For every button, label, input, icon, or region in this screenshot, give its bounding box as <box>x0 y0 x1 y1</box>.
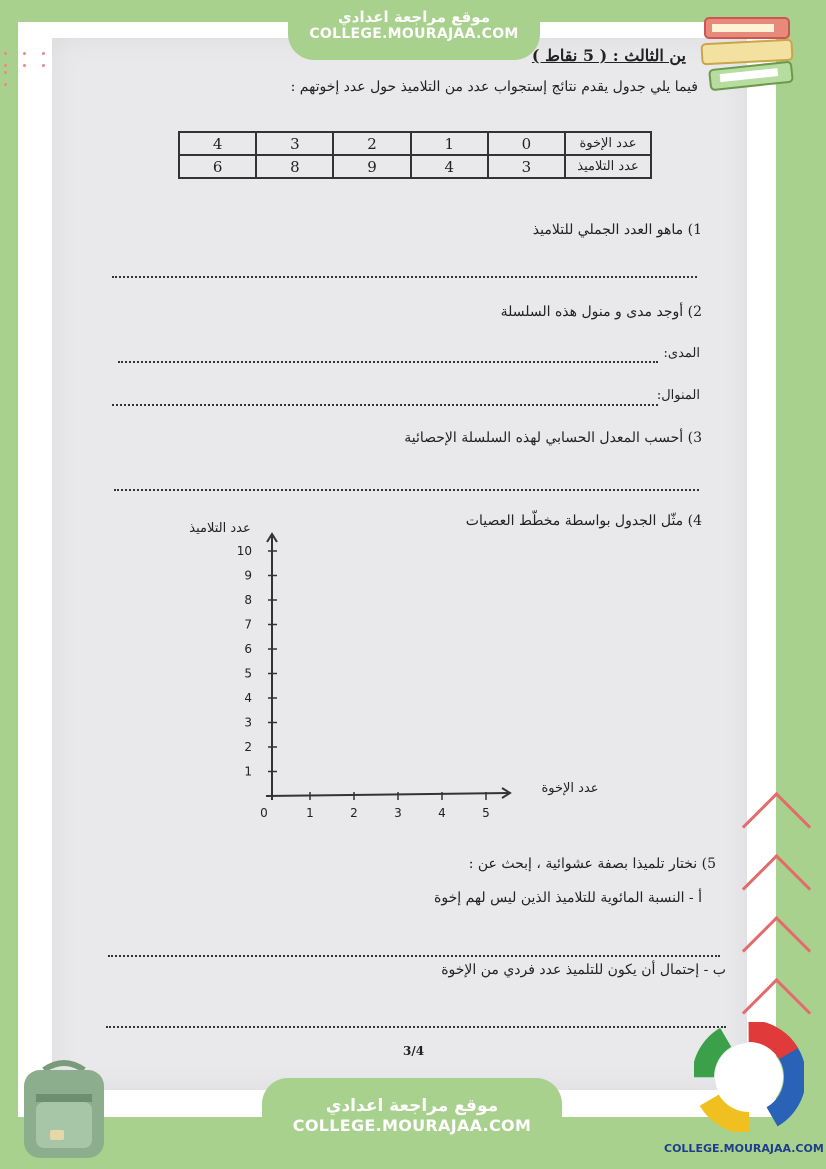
y-tick-label: 3 <box>244 715 252 730</box>
question-5: 5) نختار تلميذا بصفة عشوائية ، إبحث عن : <box>468 856 716 872</box>
answer-line <box>112 276 697 278</box>
answer-line <box>114 489 699 491</box>
y-axis-label: عدد التلاميذ <box>189 521 251 536</box>
chart-axes <box>266 534 510 800</box>
table-cell: 8 <box>256 155 333 178</box>
question-5a: أ - النسبة المائوية للتلاميذ الذين ليس لهم إخوة <box>434 890 702 906</box>
site-url[interactable]: COLLEGE.MOURAJAA.COM <box>292 1116 532 1135</box>
table-cell: 9 <box>333 155 410 178</box>
question-1: 1) ماهو العدد الجملي للتلاميذ <box>532 222 702 238</box>
table-cell: 3 <box>256 132 333 155</box>
x-tick-label: 2 <box>350 806 358 820</box>
table-cell: 6 <box>179 155 256 178</box>
question-5b: ب - إحتمال أن يكون للتلميذ عدد فردي من الإخوة <box>441 962 726 978</box>
x-tick-label: 5 <box>482 806 490 820</box>
y-tick-label: 4 <box>244 691 252 705</box>
y-tick-label: 2 <box>244 740 252 754</box>
y-ticks <box>237 544 277 779</box>
table-cell: 1 <box>411 132 488 155</box>
site-name: موقع مراجعة اعدادي <box>338 8 490 26</box>
y-tick-label: 6 <box>244 642 252 656</box>
range-label: المدى: <box>663 346 700 361</box>
bar-chart <box>160 512 610 832</box>
site-banner-bottom[interactable] <box>262 1078 562 1158</box>
site-name: موقع مراجعة اعدادي <box>325 1096 499 1116</box>
table-cell: 3 <box>488 155 565 178</box>
question-3: 3) أحسب المعدل الحسابي لهذه السلسلة الإحصائية <box>404 430 702 446</box>
answer-line <box>106 1026 726 1028</box>
y-tick-label: 9 <box>244 568 252 583</box>
x-tick-label: 3 <box>394 806 402 820</box>
x-tick-label: 4 <box>438 806 446 820</box>
x-axis <box>266 793 510 796</box>
y-tick-label: 8 <box>244 593 252 607</box>
exercise-title: ين الثالث : ( 5 نقاط ) <box>531 46 686 65</box>
site-logo-icon <box>694 1022 804 1132</box>
backpack-icon <box>14 1056 114 1166</box>
data-table <box>178 131 652 179</box>
row-header: عدد التلاميذ <box>565 155 651 178</box>
table-cell: 0 <box>488 132 565 155</box>
row-header: عدد الإخوة <box>565 132 651 155</box>
y-tick-label: 10 <box>236 544 252 558</box>
question-4: 4) مثّل الجدول بواسطة مخطّط العصيات <box>465 513 702 529</box>
question-2: 2) أوجد مدى و منول هذه السلسلة <box>500 304 702 320</box>
site-banner-top[interactable] <box>288 0 540 60</box>
page-number: 3/4 <box>403 1044 425 1058</box>
exercise-intro: فيما يلي جدول يقدم نتائج إستجواب عدد من التلاميذ حول عدد إخوتهم : <box>290 79 698 95</box>
table-cell: 2 <box>333 132 410 155</box>
answer-line <box>108 955 720 957</box>
y-tick-label: 1 <box>244 764 252 779</box>
x-tick-label: 1 <box>306 806 314 820</box>
table-cell: 4 <box>179 132 256 155</box>
x-axis-label: عدد الإخوة <box>541 781 599 796</box>
site-url[interactable]: COLLEGE.MOURAJAA.COM <box>309 26 519 42</box>
books-icon <box>700 12 800 100</box>
answer-line <box>112 404 658 406</box>
table-row <box>179 155 651 178</box>
mode-label: المنوال: <box>656 388 700 403</box>
y-tick-label: 7 <box>244 617 252 632</box>
x-tick-label: 0 <box>260 806 268 820</box>
site-logo-url[interactable]: COLLEGE.MOURAJAA.COM <box>664 1142 824 1155</box>
y-tick-label: 5 <box>244 666 252 681</box>
answer-line <box>118 361 658 363</box>
table-row <box>179 132 651 155</box>
table-cell: 4 <box>411 155 488 178</box>
